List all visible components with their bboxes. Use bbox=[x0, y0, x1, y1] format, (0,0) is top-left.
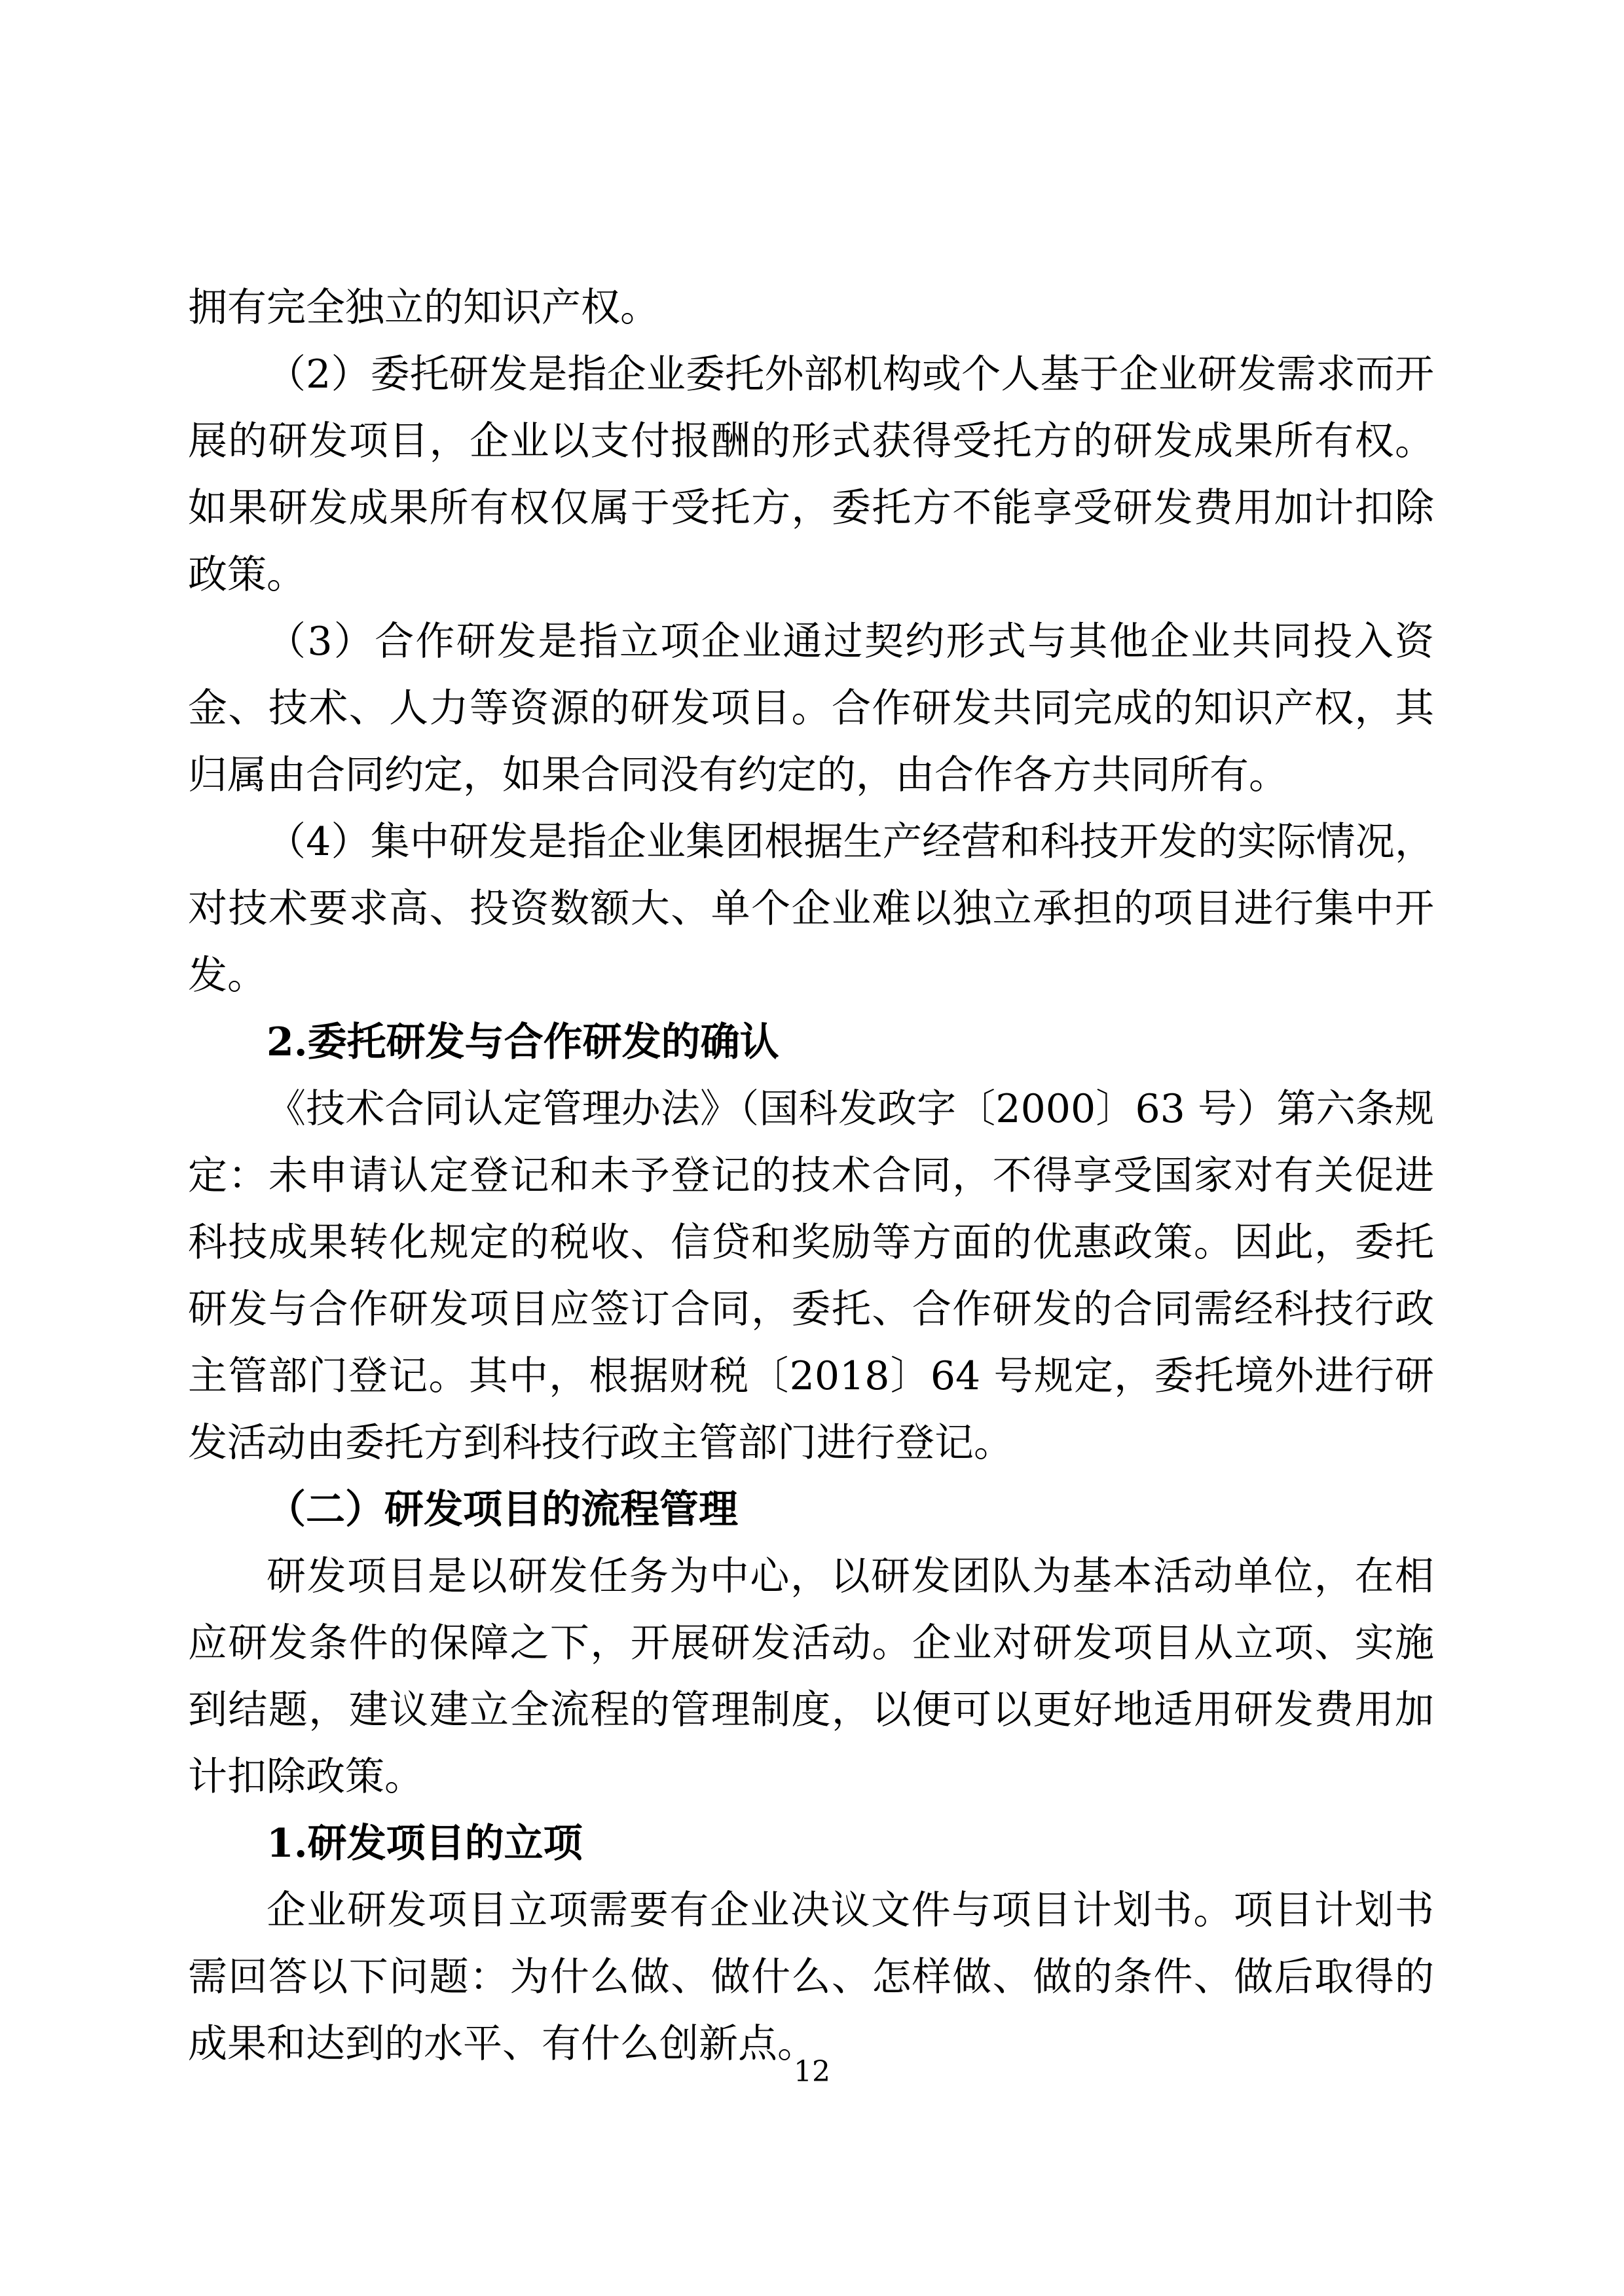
heading-section-rnd-project-process-management: （二）研发项目的流程管理 bbox=[267, 1487, 738, 1533]
heading-rnd-project-initiation: 1.研发项目的立项 bbox=[267, 1821, 583, 1867]
page-number: 12 bbox=[794, 2055, 830, 2088]
paragraph-cooperative-rnd: （3）合作研发是指立项企业通过契约形式与其他企业共同投入资金、技术、人力等资源的研发项目。合作研发共同完成的知识产权，其归属由合同约定，如果合同没有约定的，由合作各方共同所有。 bbox=[188, 619, 1434, 798]
page-content bbox=[188, 274, 1434, 2077]
paragraph-technical-contract-regulation: 《技术合同认定管理办法》（国科发政字〔2000〕63 号）第六条规定：未申请认定登记和未予登记的技术合同，不得享受国家对有关促进科技成果转化规定的税收、信贷和奖励等方面的优惠政策。因此，委托研发与合作研发项目应签订合同，委托、合作研发的合同需经科技行政主管部门登记。其中，根据财税〔2018〕64 号规定，委托境外进行研发活动由委托方到科技行政主管部门进行登记。 bbox=[188, 1086, 1434, 1466]
paragraph-entrusted-rnd: （2）委托研发是指企业委托外部机构或个人基于企业研发需求而开展的研发项目，企业以支付报酬的形式获得受托方的研发成果所有权。如果研发成果所有权仅属于受托方，委托方不能享受研发费用加计扣除政策。 bbox=[188, 352, 1434, 598]
paragraph-continuation: 拥有完全独立的知识产权。 bbox=[188, 285, 659, 331]
heading-confirmation-of-entrusted-and-cooperative-rnd: 2.委托研发与合作研发的确认 bbox=[267, 1019, 779, 1065]
paragraph-rnd-project-process: 研发项目是以研发任务为中心，以研发团队为基本活动单位，在相应研发条件的保障之下，开展研发活动。企业对研发项目从立项、实施到结题，建议建立全流程的管理制度，以便可以更好地适用研发费用加计扣除政策。 bbox=[188, 1554, 1434, 1800]
paragraph-centralized-rnd: （4）集中研发是指企业集团根据生产经营和科技开发的实际情况，对技术要求高、投资数额大、单个企业难以独立承担的项目进行集中开发。 bbox=[188, 819, 1434, 998]
paragraph-project-initiation-requirements: 企业研发项目立项需要有企业决议文件与项目计划书。项目计划书需回答以下问题：为什么做、做什么、怎样做、做的条件、做后取得的成果和达到的水平、有什么创新点。 bbox=[188, 1887, 1434, 2067]
